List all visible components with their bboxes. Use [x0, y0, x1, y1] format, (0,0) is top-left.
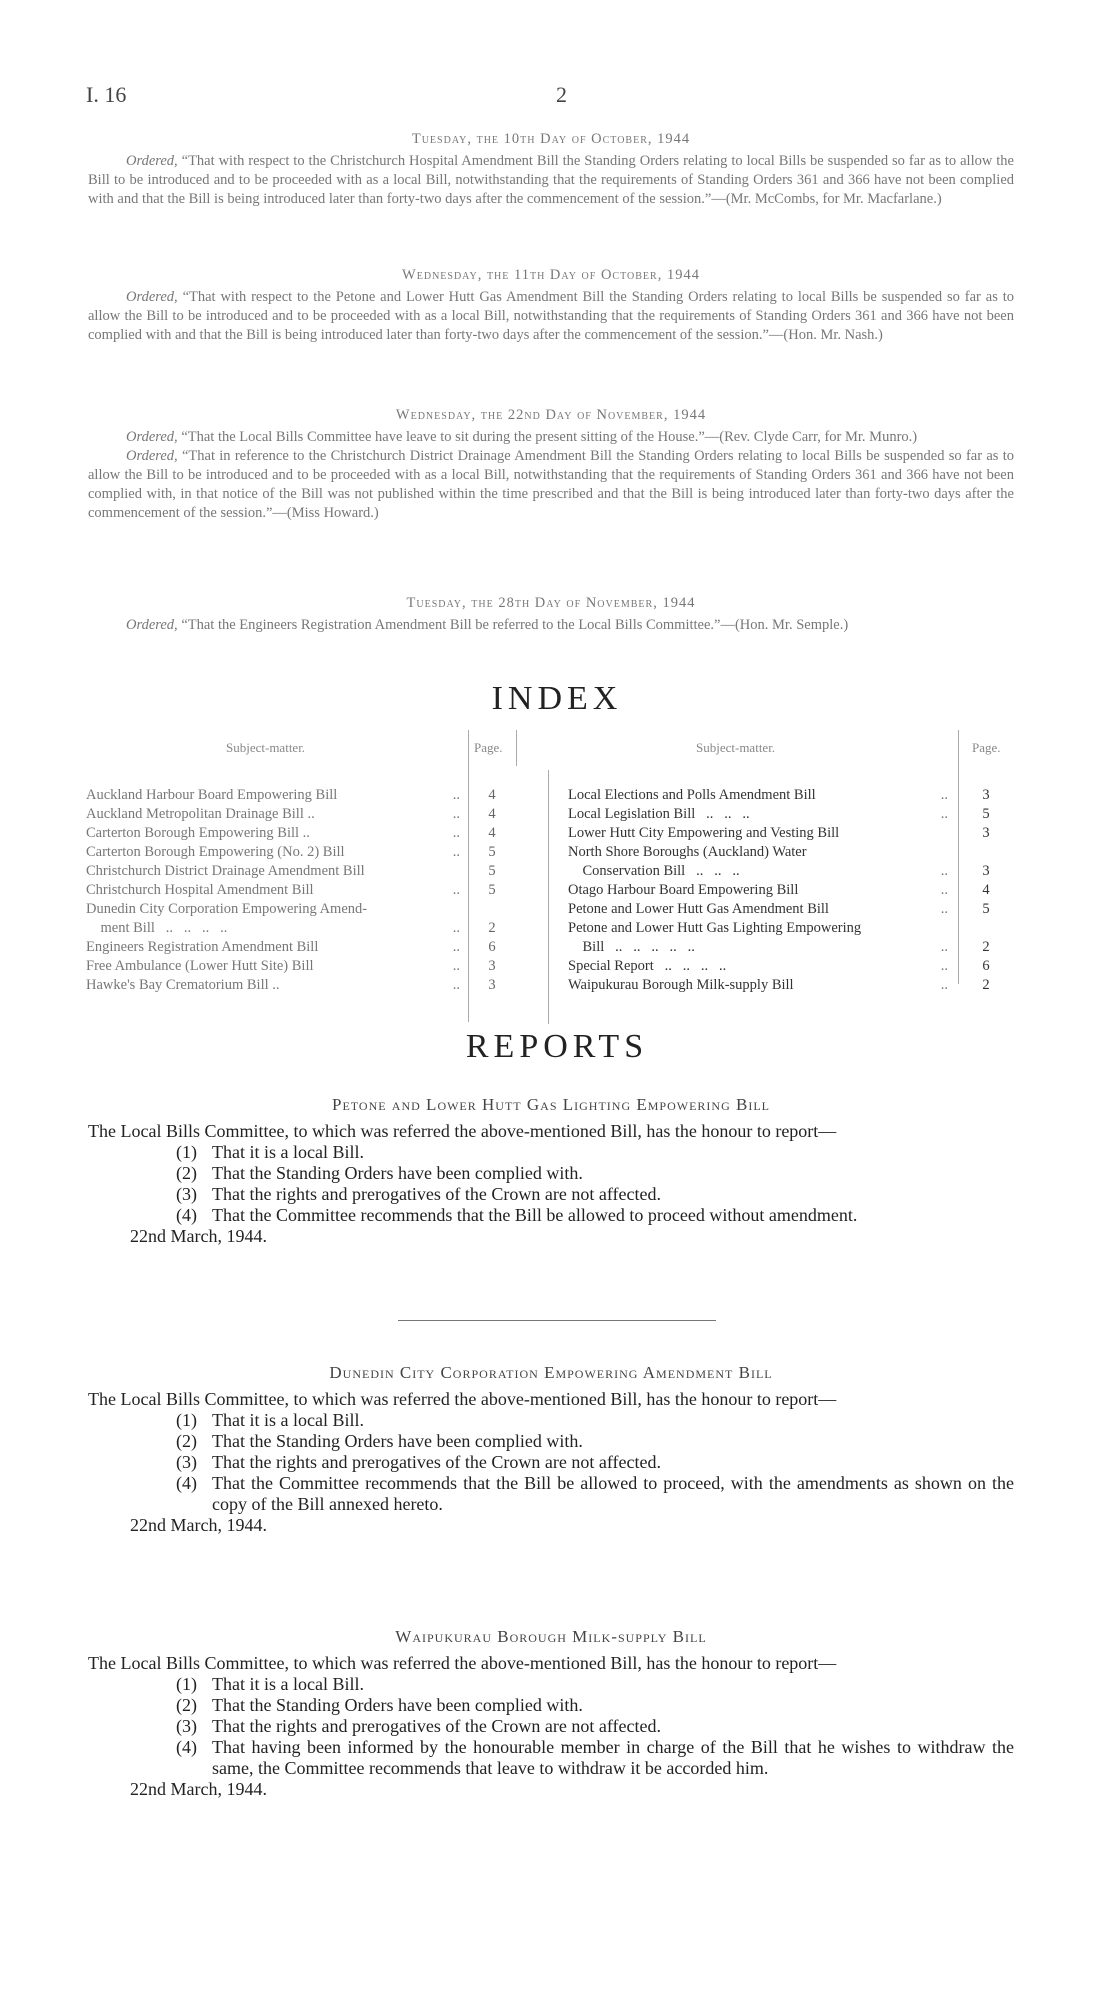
- report-1: [88, 1094, 1014, 1247]
- index-page: 4: [488, 806, 496, 822]
- report-point: [176, 1674, 1014, 1695]
- index-subject: Bill .. .. .. .. ..: [568, 939, 695, 955]
- leader-dots: ..: [940, 882, 948, 898]
- point-text: That it is a local Bill.: [212, 1674, 364, 1694]
- index-page: 2: [982, 939, 990, 955]
- index-page: 5: [982, 806, 990, 822]
- index-page: [966, 843, 1006, 862]
- index-entry: [86, 862, 466, 881]
- index-entry: [568, 786, 954, 805]
- point-number: (1): [176, 1674, 197, 1694]
- index-list-right: [568, 786, 954, 995]
- leader-dots: ..: [452, 939, 460, 955]
- ordered-label: Ordered,: [126, 289, 178, 305]
- column-header-page: Page.: [972, 740, 1001, 755]
- point-number: (2): [176, 1695, 197, 1715]
- point-number: (4): [176, 1737, 197, 1757]
- report-point: [176, 1163, 1014, 1184]
- report-title: Dunedin City Corporation Empowering Amendment Bill: [329, 1363, 773, 1382]
- point-number: (2): [176, 1431, 197, 1451]
- index-pages-left: [472, 786, 512, 995]
- index-page: [472, 900, 512, 919]
- index-subject: North Shore Boroughs (Auckland) Water: [568, 844, 807, 860]
- point-text: That it is a local Bill.: [212, 1410, 364, 1430]
- index-page: 5: [982, 901, 990, 917]
- minute-paragraph: [88, 447, 1014, 523]
- point-text: That the rights and prerogatives of the Crown are not affected.: [212, 1716, 662, 1736]
- index-pages-right: [966, 786, 1006, 995]
- index-entry: [568, 957, 954, 976]
- index-page: 3: [982, 825, 990, 841]
- index-entry: [86, 843, 466, 862]
- index-subject: Lower Hutt City Empowering and Vesting Bill: [568, 825, 840, 841]
- point-text: That having been informed by the honourable member in charge of the Bill that he wishes to withdraw the same, the Committee recommends that leave to withdraw it be accorded him.: [212, 1737, 1014, 1778]
- report-point: [176, 1452, 1014, 1473]
- point-text: That the Standing Orders have been complied with.: [212, 1431, 583, 1451]
- index-subject: Dunedin City Corporation Empowering Amend-: [86, 901, 368, 917]
- index-subject: Local Legislation Bill .. .. ..: [568, 806, 750, 822]
- column-header-page: Page.: [474, 740, 503, 755]
- minute-text: “That the Engineers Registration Amendment Bill be referred to the Local Bills Committee.”—(Hon. Mr. Semple.): [177, 617, 849, 633]
- index-page: 3: [982, 863, 990, 879]
- report-date: 22nd March, 1944.: [130, 1779, 267, 1799]
- index-page: 4: [488, 787, 496, 803]
- point-text: That the Committee recommends that the Bill be allowed to proceed, with the amendments as shown on the copy of the Bill annexed hereto.: [212, 1473, 1014, 1514]
- minute-date: Wednesday, the 11th Day of October, 1944: [402, 267, 700, 283]
- point-text: That the Committee recommends that the Bill be allowed to proceed without amendment.: [212, 1205, 858, 1225]
- leader-dots: ..: [940, 939, 948, 955]
- report-2: [88, 1362, 1014, 1536]
- ordered-label: Ordered,: [126, 429, 178, 445]
- point-text: That the rights and prerogatives of the Crown are not affected.: [212, 1452, 662, 1472]
- minute-paragraph: [88, 428, 1014, 447]
- column-rule: [958, 730, 959, 984]
- point-number: (1): [176, 1142, 197, 1162]
- point-number: (4): [176, 1473, 197, 1493]
- minute-text: “That the Local Bills Committee have leave to sit during the present sitting of the House.”—(Rev. Clyde Carr, for Mr. Munro.): [177, 429, 918, 445]
- report-intro: The Local Bills Committee, to which was referred the above-mentioned Bill, has the honour to report—: [88, 1653, 837, 1673]
- ordered-label: Ordered,: [126, 448, 178, 464]
- index-entry: [86, 805, 466, 824]
- index-page: 5: [488, 863, 496, 879]
- report-points: [88, 1674, 1014, 1779]
- point-text: That the rights and prerogatives of the Crown are not affected.: [212, 1184, 662, 1204]
- index-subject: Free Ambulance (Lower Hutt Site) Bill: [86, 958, 314, 974]
- index-page: 2: [488, 920, 496, 936]
- column-rule: [516, 730, 517, 766]
- index-subject: Auckland Harbour Board Empowering Bill: [86, 787, 338, 803]
- report-title: Petone and Lower Hutt Gas Lighting Empowering Bill: [332, 1095, 770, 1114]
- minute-text: “That with respect to the Petone and Lower Hutt Gas Amendment Bill the Standing Orders relating to local Bills be suspended so far as to allow the Bill to be introduced and to be proceeded with as a local Bill, notwithstanding that the requirements of Standing Orders 361 and 366 have not been complied with and that the Bill is being introduced later than forty-two days after the commencement of the session.”—(Hon. Mr. Nash.): [88, 289, 1014, 343]
- report-title: Waipukurau Borough Milk-supply Bill: [395, 1627, 707, 1646]
- index-entry: [568, 938, 954, 957]
- index-page: 3: [488, 958, 496, 974]
- point-number: (4): [176, 1205, 197, 1225]
- point-number: (3): [176, 1716, 197, 1736]
- leader-dots: ..: [452, 882, 460, 898]
- index-entry: [568, 805, 954, 824]
- index-subject: Christchurch District Drainage Amendment Bill: [86, 863, 365, 879]
- index-page: 3: [982, 787, 990, 803]
- index-page: 3: [488, 977, 496, 993]
- section-divider: [398, 1320, 716, 1321]
- minute-paragraph: [88, 152, 1014, 209]
- index-entry: [86, 786, 466, 805]
- report-point: [176, 1410, 1014, 1431]
- column-rule: [468, 730, 469, 1022]
- index-page: 5: [488, 844, 496, 860]
- report-point: [176, 1184, 1014, 1205]
- index-entry: [86, 900, 466, 919]
- index-subject: Christchurch Hospital Amendment Bill: [86, 882, 314, 898]
- index-page: 6: [488, 939, 496, 955]
- index-subject: Petone and Lower Hutt Gas Amendment Bill: [568, 901, 829, 917]
- minute-entry-3: [88, 406, 1014, 523]
- index-heading: INDEX: [491, 680, 623, 717]
- index-subject: Hawke's Bay Crematorium Bill ..: [86, 977, 280, 993]
- leader-dots: ..: [452, 806, 460, 822]
- index-subject: Petone and Lower Hutt Gas Lighting Empowering: [568, 920, 862, 936]
- index-entry: [86, 976, 466, 995]
- leader-dots: ..: [452, 958, 460, 974]
- minute-text: “That with respect to the Christchurch Hospital Amendment Bill the Standing Orders relating to local Bills be suspended so far as to allow the Bill to be introduced and to be proceeded with as a local Bill, notwithstanding that the requirements of Standing Orders 361 and 366 have not been complied with and that the Bill is being introduced later than forty-two days after the commencement of the session.”—(Mr. McCombs, for Mr. Macfarlane.): [88, 153, 1014, 207]
- index-entry: [86, 824, 466, 843]
- report-point: [176, 1205, 1014, 1226]
- leader-dots: ..: [452, 844, 460, 860]
- report-point: [176, 1431, 1014, 1452]
- column-header-subject: Subject-matter.: [226, 740, 306, 755]
- point-text: That it is a local Bill.: [212, 1142, 364, 1162]
- leader-dots: ..: [940, 901, 948, 917]
- index-page: 2: [982, 977, 990, 993]
- report-intro: The Local Bills Committee, to which was referred the above-mentioned Bill, has the honour to report—: [88, 1121, 837, 1141]
- index-page: 4: [982, 882, 990, 898]
- report-point: [176, 1695, 1014, 1716]
- index-subject: ment Bill .. .. .. ..: [86, 920, 228, 936]
- leader-dots: ..: [940, 787, 948, 803]
- point-text: That the Standing Orders have been complied with.: [212, 1163, 583, 1183]
- minute-date: Wednesday, the 22nd Day of November, 1944: [395, 407, 707, 423]
- minute-paragraph: [88, 616, 1014, 635]
- index-subject: Carterton Borough Empowering (No. 2) Bill: [86, 844, 345, 860]
- report-points: [88, 1142, 1014, 1226]
- minute-entry-4: [88, 594, 1014, 635]
- index-entry: [568, 862, 954, 881]
- minute-date: Tuesday, the 28th Day of November, 1944: [406, 595, 696, 611]
- leader-dots: ..: [940, 958, 948, 974]
- point-number: (2): [176, 1163, 197, 1183]
- index-subject: Auckland Metropolitan Drainage Bill ..: [86, 806, 315, 822]
- minute-paragraph: [88, 288, 1014, 345]
- leader-dots: ..: [940, 863, 948, 879]
- point-number: (1): [176, 1410, 197, 1430]
- index-entry: [86, 938, 466, 957]
- index-entry: [568, 919, 954, 938]
- index-list-left: [86, 786, 466, 995]
- index-subject: Special Report .. .. .. ..: [568, 958, 727, 974]
- index-subject: Otago Harbour Board Empowering Bill: [568, 882, 799, 898]
- index-subject: Local Elections and Polls Amendment Bill: [568, 787, 816, 803]
- minute-entry-2: [88, 266, 1014, 345]
- report-3: [88, 1626, 1014, 1800]
- index-entry: [568, 824, 954, 843]
- point-number: (3): [176, 1452, 197, 1472]
- index-page: [966, 919, 1006, 938]
- column-rule: [548, 770, 549, 1024]
- leader-dots: ..: [452, 825, 460, 841]
- minute-text: “That in reference to the Christchurch District Drainage Amendment Bill the Standing Orders relating to local Bills be suspended so far as to allow the Bill to be introduced and to be proceeded with as a local Bill, notwithstanding that the requirements of Standing Orders 361 and 366 have not been complied with, in that notice of the Bill was not published within the time prescribed and that the Bill is being introduced later than forty-two days after the commencement of the session.”—(Miss Howard.): [88, 448, 1014, 521]
- minute-date: Tuesday, the 10th Day of October, 1944: [411, 131, 691, 147]
- page-number: 2: [556, 82, 567, 107]
- report-intro: The Local Bills Committee, to which was referred the above-mentioned Bill, has the honour to report—: [88, 1389, 837, 1409]
- index-entry: [86, 957, 466, 976]
- index-subject: Waipukurau Borough Milk-supply Bill: [568, 977, 794, 993]
- index-entry: [568, 881, 954, 900]
- index-entry: [568, 900, 954, 919]
- leader-dots: ..: [452, 977, 460, 993]
- point-text: That the Standing Orders have been complied with.: [212, 1695, 583, 1715]
- leader-dots: ..: [940, 977, 948, 993]
- index-page: 5: [488, 882, 496, 898]
- reports-heading: REPORTS: [465, 1028, 649, 1065]
- index-entry: [86, 919, 466, 938]
- report-point: [176, 1142, 1014, 1163]
- index-page: 4: [488, 825, 496, 841]
- point-number: (3): [176, 1184, 197, 1204]
- leader-dots: ..: [452, 787, 460, 803]
- minute-entry-1: [88, 130, 1014, 209]
- report-points: [88, 1410, 1014, 1515]
- ordered-label: Ordered,: [126, 153, 178, 169]
- index-subject: Engineers Registration Amendment Bill: [86, 939, 319, 955]
- index-entry: [86, 881, 466, 900]
- column-header-subject: Subject-matter.: [696, 740, 776, 755]
- leader-dots: ..: [940, 806, 948, 822]
- report-point: [176, 1737, 1014, 1779]
- document-reference: I. 16: [86, 82, 127, 107]
- report-date: 22nd March, 1944.: [130, 1226, 267, 1246]
- ordered-label: Ordered,: [126, 617, 178, 633]
- index-entry: [568, 843, 954, 862]
- index-page: 6: [982, 958, 990, 974]
- leader-dots: ..: [452, 920, 460, 936]
- report-date: 22nd March, 1944.: [130, 1515, 267, 1535]
- index-table: [86, 730, 1014, 1030]
- report-point: [176, 1716, 1014, 1737]
- report-point: [176, 1473, 1014, 1515]
- index-entry: [568, 976, 954, 995]
- index-subject: Carterton Borough Empowering Bill ..: [86, 825, 310, 841]
- index-subject: Conservation Bill .. .. ..: [568, 863, 740, 879]
